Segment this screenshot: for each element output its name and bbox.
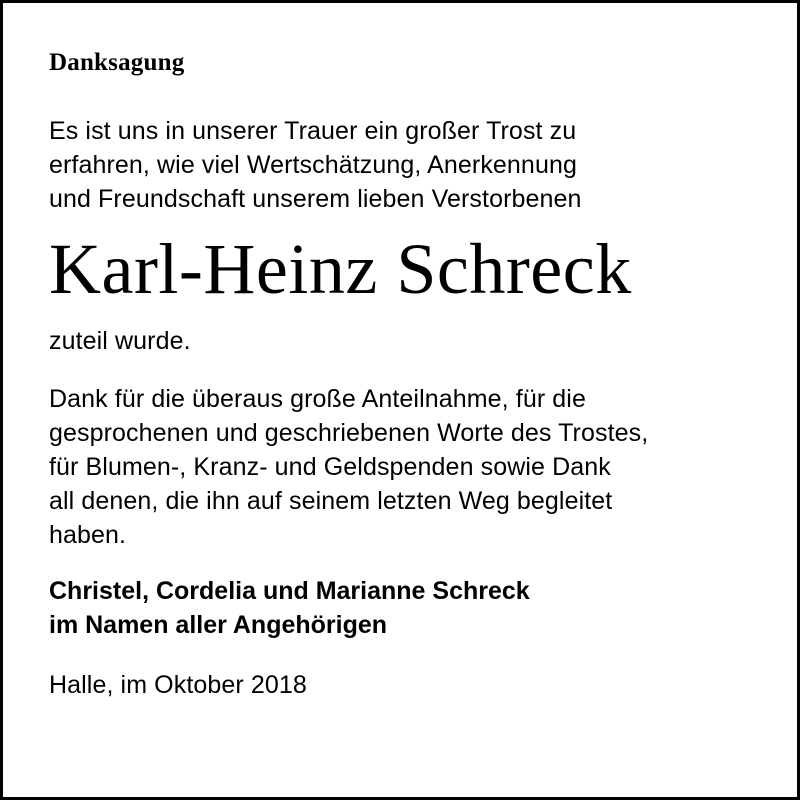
intro-line: erfahren, wie viel Wertschätzung, Anerkennung — [49, 151, 577, 179]
thanks-line: gesprochenen und geschriebenen Worte des Trostes, — [49, 419, 649, 447]
thanks-line: für Blumen-, Kranz- und Geldspenden sowie Dank — [49, 453, 611, 481]
thanks-paragraph — [49, 382, 769, 552]
notice-content — [49, 47, 769, 702]
deceased-name: Karl-Heinz Schreck — [49, 229, 632, 309]
signature-line: Christel, Cordelia und Marianne Schreck — [49, 577, 530, 605]
signature-block — [49, 574, 769, 642]
intro-line: Es ist uns in unserer Trauer ein großer Trost zu — [49, 117, 577, 145]
intro-line: und Freundschaft unserem lieben Verstorbenen — [49, 185, 582, 213]
thanks-line: Dank für die überaus große Anteilnahme, für die — [49, 385, 586, 413]
intro-paragraph — [49, 114, 769, 216]
thanks-line: all denen, die ihn auf seinem letzten Weg begleitet — [49, 487, 613, 515]
notice-heading: Danksagung — [49, 49, 185, 76]
signature-line: im Namen aller Angehörigen — [49, 611, 388, 639]
after-name-text: zuteil wurde. — [49, 327, 191, 355]
place-date: Halle, im Oktober 2018 — [49, 671, 307, 699]
thanks-line: haben. — [49, 521, 127, 549]
